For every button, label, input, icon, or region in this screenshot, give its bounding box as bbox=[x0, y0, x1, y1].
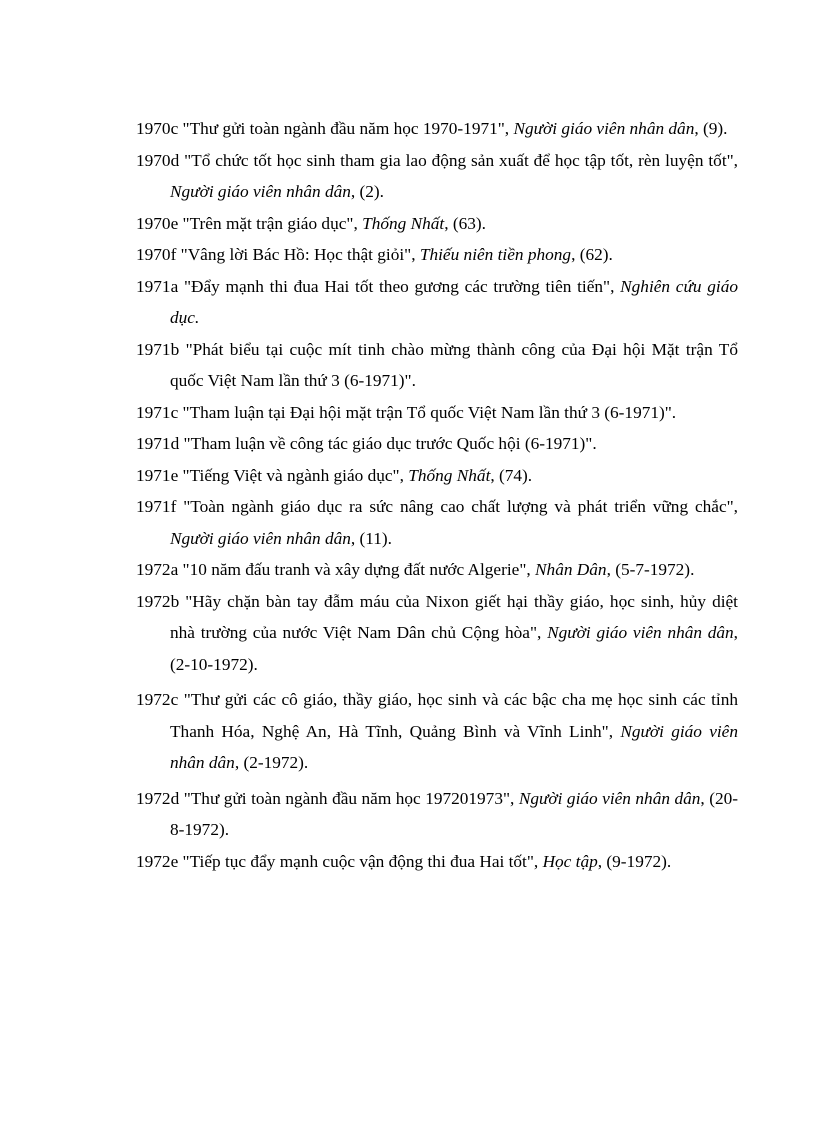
entry-title: "Thư gửi toàn ngành đầu năm học 1970-1971", bbox=[178, 119, 514, 138]
entry-id: 1971a bbox=[136, 276, 179, 296]
reference-entry bbox=[136, 554, 738, 586]
entry-id: 1970e bbox=[136, 213, 179, 233]
reference-entry bbox=[136, 491, 738, 554]
entry-title: "Trên mặt trận giáo dục", bbox=[178, 213, 363, 233]
entry-id: 1971d bbox=[136, 434, 180, 453]
entry-title: "Vâng lời Bác Hồ: Học thật giỏi", bbox=[176, 245, 420, 264]
entry-title: "10 năm đấu tranh và xây dựng đất nước Algerie", bbox=[178, 560, 536, 579]
reference-entry bbox=[136, 684, 738, 779]
entry-tail: , (11). bbox=[350, 528, 393, 548]
entry-tail: , (74). bbox=[490, 465, 533, 485]
reference-list bbox=[136, 113, 738, 877]
entry-id: 1970c bbox=[136, 119, 179, 138]
entry-source: Người giáo viên nhân dân bbox=[513, 119, 695, 138]
entry-id: 1970d bbox=[136, 150, 180, 170]
entry-id: 1972c bbox=[136, 690, 179, 709]
reference-entry bbox=[136, 397, 738, 429]
entry-tail: , (62). bbox=[571, 245, 613, 264]
reference-entry bbox=[136, 428, 738, 460]
reference-entry bbox=[136, 271, 738, 334]
entry-id: 1970f bbox=[136, 245, 177, 264]
entry-source: Người giáo viên nhân dân bbox=[518, 788, 701, 808]
reference-entry bbox=[136, 239, 738, 271]
entry-title: "Hãy chặn bàn tay đẫm máu của Nixon giết hại thầy giáo, học sinh, hủy diệt nhà trường của nước Việt Nam Dân chủ Cộng hòa", bbox=[170, 591, 738, 642]
entry-id: 1972a bbox=[136, 560, 179, 579]
entry-source: Người giáo viên nhân dân bbox=[547, 623, 734, 642]
entry-source: Nhân Dân bbox=[535, 560, 607, 579]
reference-entry bbox=[136, 334, 738, 397]
entry-id: 1972b bbox=[136, 591, 180, 611]
entry-tail: , (9-1972). bbox=[597, 851, 672, 871]
entry-tail: , (9). bbox=[694, 119, 728, 138]
entry-title: "Tham luận tại Đại hội mặt trận Tổ quốc Việt Nam lần thứ 3 (6-1971)". bbox=[178, 402, 677, 422]
entry-source: Người giáo viên nhân dân bbox=[170, 182, 351, 201]
reference-entry bbox=[136, 460, 738, 492]
reference-entry bbox=[136, 586, 738, 681]
entry-title: "Tổ chức tốt học sinh tham gia lao động sản xuất để học tập tốt, rèn luyện tốt", bbox=[179, 150, 738, 170]
reference-entry bbox=[136, 113, 738, 145]
entry-id: 1971e bbox=[136, 465, 179, 485]
entry-source: Thống Nhất bbox=[362, 213, 445, 233]
entry-title: "Tham luận về công tác giáo dục trước Quốc hội (6-1971)". bbox=[179, 434, 597, 453]
reference-entry bbox=[136, 145, 738, 208]
reference-entry bbox=[136, 208, 738, 240]
entry-tail: , (63). bbox=[444, 213, 486, 233]
entry-title: "Thư gửi toàn ngành đầu năm học 197201973", bbox=[179, 788, 519, 808]
entry-source: Thống Nhất bbox=[408, 465, 491, 485]
entry-id: 1971f bbox=[136, 497, 177, 516]
entry-source: Thiếu niên tiền phong bbox=[419, 245, 572, 264]
entry-id: 1972e bbox=[136, 851, 179, 871]
entry-source: Người giáo viên nhân dân bbox=[170, 721, 738, 772]
entry-tail: , (5-7-1972). bbox=[606, 560, 695, 579]
entry-source: Nghiên cứu giáo dục. bbox=[170, 276, 738, 327]
entry-title: "Tiếng Việt và ngành giáo dục", bbox=[178, 465, 409, 485]
reference-entry bbox=[136, 783, 738, 846]
entry-title: "Phát biểu tại cuộc mít tinh chào mừng thành công của Đại hội Mặt trận Tổ quốc Việt Nam lần thứ 3 (6-1971)". bbox=[170, 339, 738, 390]
entry-source: Người giáo viên nhân dân bbox=[170, 528, 351, 548]
entry-title: "Thư gửi các cô giáo, thầy giáo, học sinh và các bậc cha mẹ học sinh các tỉnh Thanh Hóa, Nghệ An, Hà Tĩnh, Quảng Bình và Vĩnh Linh", bbox=[170, 690, 738, 741]
entry-tail: , (20-8-1972). bbox=[170, 788, 739, 839]
entry-id: 1972d bbox=[136, 788, 180, 808]
entry-id: 1971b bbox=[136, 339, 180, 359]
entry-tail: , (2). bbox=[350, 182, 385, 201]
entry-title: "Đẩy mạnh thi đua Hai tốt theo gương các trường tiên tiến", bbox=[178, 276, 621, 296]
entry-tail: , (2-1972). bbox=[234, 753, 309, 772]
entry-id: 1971c bbox=[136, 402, 179, 422]
entry-title: "Toàn ngành giáo dục ra sức nâng cao chất lượng và phát triển vững chắc", bbox=[176, 497, 738, 516]
reference-entry bbox=[136, 846, 738, 878]
entry-tail: , (2-10-1972). bbox=[170, 623, 738, 674]
entry-title: "Tiếp tục đẩy mạnh cuộc vận động thi đua Hai tốt", bbox=[178, 851, 543, 871]
entry-source: Học tập bbox=[542, 851, 598, 871]
